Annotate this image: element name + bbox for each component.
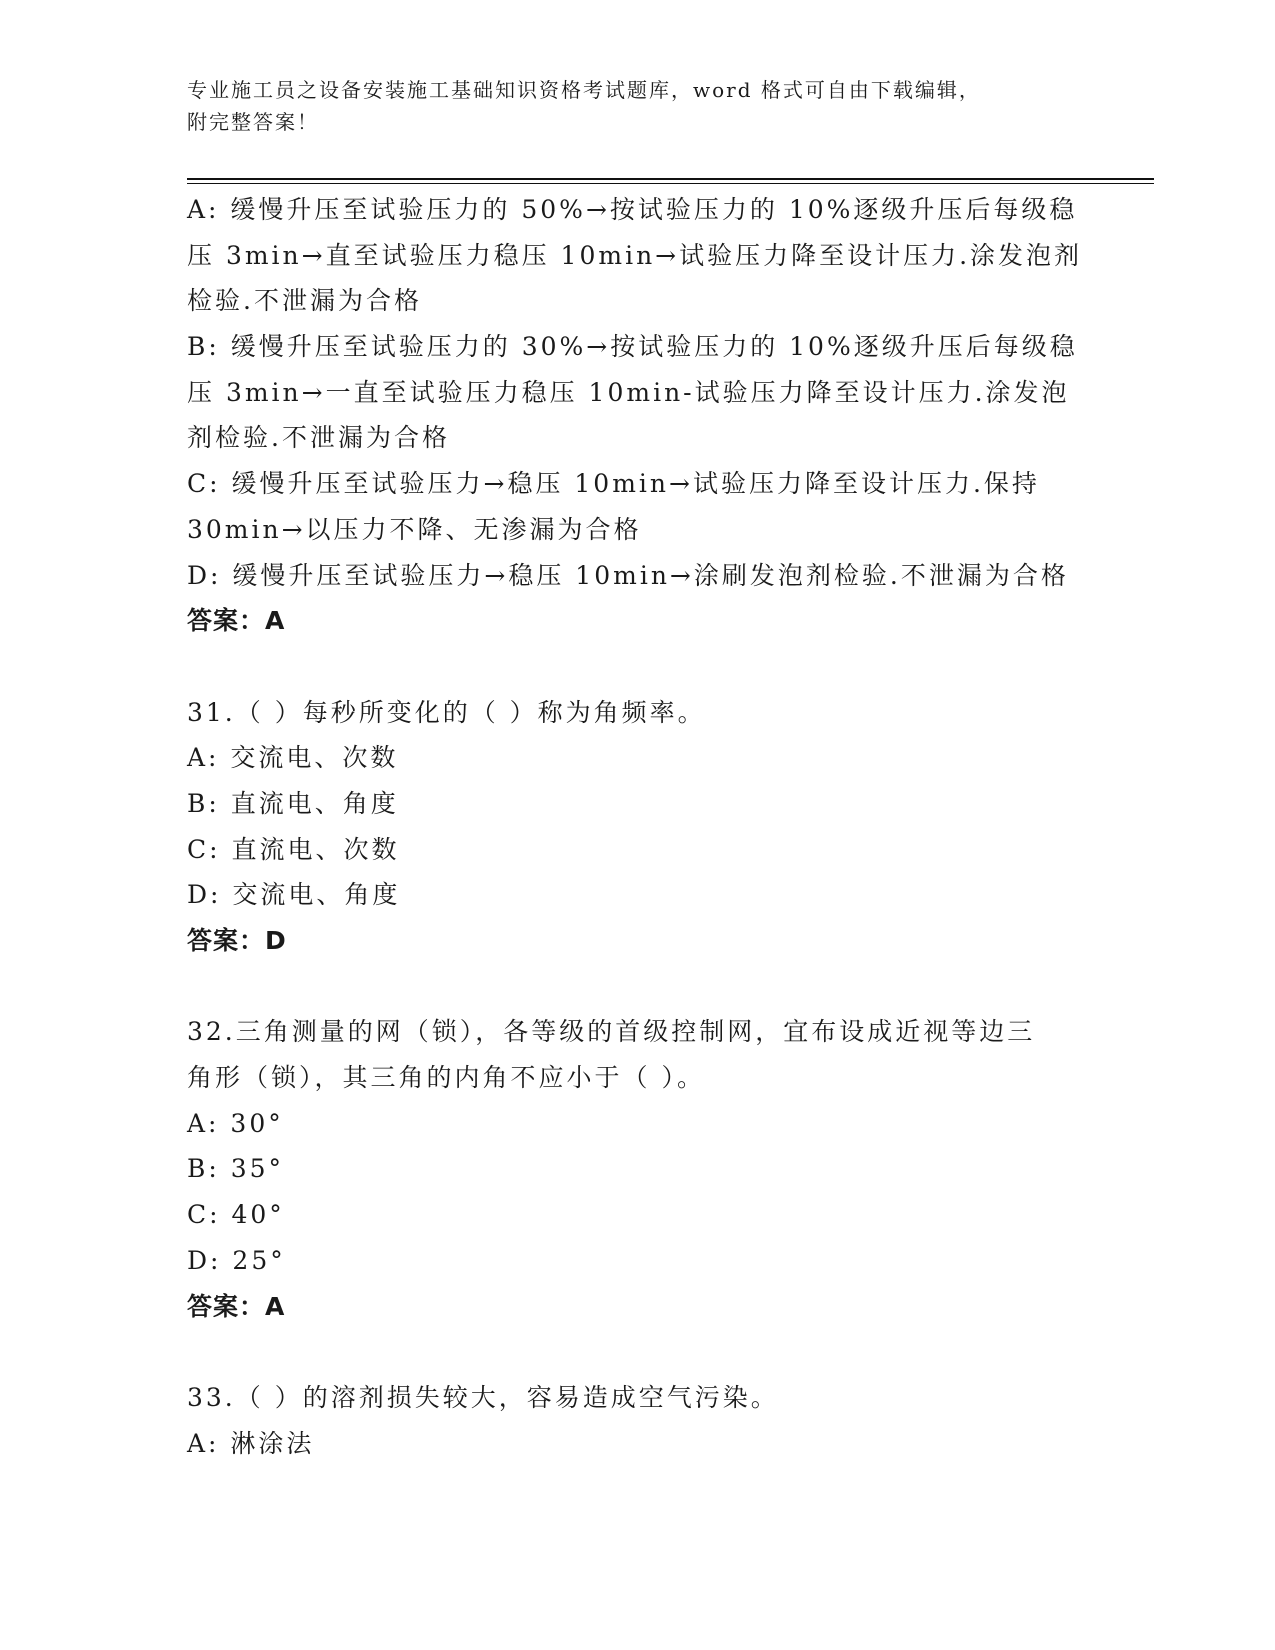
header-divider-thick bbox=[187, 178, 1154, 180]
answer-label: 答案：D bbox=[187, 926, 287, 955]
option-a: A: 30° bbox=[187, 1108, 284, 1138]
option-c: C: 40° bbox=[187, 1200, 285, 1230]
header-line-1: 专业施工员之设备安装施工基础知识资格考试题库，word 格式可自由下载编辑， bbox=[187, 78, 981, 102]
option-a: A: 淋涂法 bbox=[187, 1428, 315, 1458]
question-stem-line-1: 32.三角测量的网（锁），各等级的首级控制网，宜布设成近视等边三 bbox=[187, 1017, 1036, 1047]
option-b-line-1: B: 缓慢升压至试验压力的 30%→按试验压力的 10%逐级升压后每级稳 bbox=[187, 332, 1078, 362]
option-a: A: 交流电、次数 bbox=[187, 743, 399, 773]
question-list bbox=[187, 187, 1107, 1466]
option-a-line-3: 检验.不泄漏为合格 bbox=[187, 286, 422, 316]
header-line-2: 附完整答案！ bbox=[187, 110, 319, 134]
option-a-line-2: 压 3min→直至试验压力稳压 10min→试验压力降至设计压力.涂发泡剂 bbox=[187, 240, 1083, 270]
spacer bbox=[187, 964, 1107, 1010]
question-stem: 31.（ ）每秒所变化的（ ）称为角频率。 bbox=[187, 697, 706, 727]
question-30 bbox=[187, 187, 1107, 644]
question-33 bbox=[187, 1375, 1107, 1466]
option-c: C: 直流电、次数 bbox=[187, 834, 400, 864]
option-a-line-1: A: 缓慢升压至试验压力的 50%→按试验压力的 10%逐级升压后每级稳 bbox=[187, 195, 1078, 224]
answer-label: 答案：A bbox=[187, 1291, 286, 1321]
spacer bbox=[187, 1329, 1107, 1375]
question-stem: 33.（ ）的溶剂损失较大，容易造成空气污染。 bbox=[187, 1382, 779, 1412]
option-d: D: 交流电、角度 bbox=[187, 880, 401, 910]
option-b: B: 直流电、角度 bbox=[187, 788, 399, 818]
question-31 bbox=[187, 690, 1107, 964]
option-b-line-3: 剂检验.不泄漏为合格 bbox=[187, 423, 450, 453]
spacer bbox=[187, 644, 1107, 690]
option-d: D: 25° bbox=[187, 1245, 286, 1275]
option-b-line-2: 压 3min→一直至试验压力稳压 10min-试验压力降至设计压力.涂发泡 bbox=[187, 377, 1070, 407]
option-d-line-1: D: 缓慢升压至试验压力→稳压 10min→涂刷发泡剂检验.不泄漏为合格 bbox=[187, 560, 1069, 590]
answer-label: 答案：A bbox=[187, 606, 286, 636]
option-c-line-2: 30min→以压力不降、无渗漏为合格 bbox=[187, 514, 642, 544]
question-stem-line-2: 角形（锁），其三角的内角不应小于（ ）。 bbox=[187, 1063, 705, 1093]
option-b: B: 35° bbox=[187, 1154, 285, 1184]
header-divider-thin bbox=[187, 183, 1154, 184]
document-header bbox=[187, 74, 1087, 138]
question-32 bbox=[187, 1009, 1107, 1329]
option-c-line-1: C: 缓慢升压至试验压力→稳压 10min→试验压力降至设计压力.保持 bbox=[187, 469, 1040, 499]
